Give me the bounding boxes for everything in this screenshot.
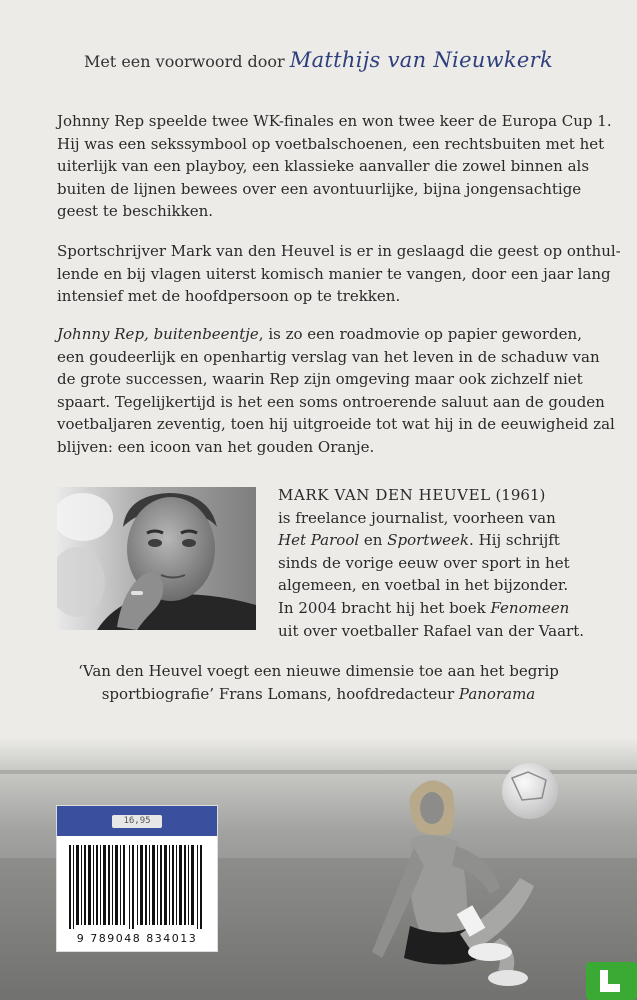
text-line: spaart. Tegelijkertijd is het een soms ontroerende saluut aan de gouden xyxy=(57,392,605,411)
text-line: is freelance journalist, voorheen van xyxy=(278,508,556,527)
text-line: uiterlijk van een playboy, een klassieke aanvaller die zowel binnen als xyxy=(57,157,590,175)
text-line xyxy=(278,597,598,620)
text-line: Hij was een sekssymbool op voetbalschoenen, een rechtsbuiten met het xyxy=(57,134,605,153)
publication-name: Sportweek xyxy=(387,531,470,550)
foreword-prefix: Met een voorwoord door xyxy=(83,52,285,71)
intro-paragraph xyxy=(57,110,612,223)
text-line: lende en bij vlagen uiterst komisch manier te vangen, door een jaar lang xyxy=(57,264,611,283)
text-line: uit over voetballer Rafael van der Vaart. xyxy=(278,621,585,640)
author-portrait-image xyxy=(57,487,256,630)
third-paragraph xyxy=(57,323,615,458)
text-line: de grote successen, waarin Rep zijn omgeving maar ook zichzelf niet xyxy=(57,370,583,388)
review-quote xyxy=(0,660,637,705)
publication-name: Het Parool xyxy=(278,531,360,550)
book-title-italic: Johnny Rep, buitenbeentje xyxy=(57,325,259,343)
book-title-italic: Fenomeen xyxy=(490,598,570,617)
text-line: geest te beschikken. xyxy=(57,202,214,220)
text-fragment: , is zo een roadmovie op papier geworden, xyxy=(258,325,582,343)
text-fragment: In 2004 bracht hij het boek xyxy=(278,598,491,617)
text-line xyxy=(278,529,598,552)
text-line: buiten de lijnen bewees over een avontuurlijke, bijna jongensachtige xyxy=(57,179,582,198)
text-line: Sportschrijver Mark van den Heuvel is er in geslaagd die geest op onthul- xyxy=(57,242,621,260)
publisher-logo-stamp xyxy=(580,958,637,1000)
foreword-author: Matthijs van Nieuwkerk xyxy=(289,48,554,72)
author-birth-year: (1961) xyxy=(490,486,546,504)
text-line xyxy=(57,323,589,346)
text-line: Johnny Rep speelde twee WK-finales en won twee keer de Europa Cup 1. xyxy=(57,112,612,130)
text-fragment: sportbiografie’ Frans Lomans, hoofdredacteur xyxy=(101,684,459,703)
author-name: MARK VAN DEN HEUVEL xyxy=(278,486,491,504)
text-line: ‘Van den Heuvel voegt een nieuwe dimensie toe aan het begrip xyxy=(78,662,559,680)
price-sticker: 16,95 xyxy=(112,815,162,828)
foreword-line xyxy=(0,48,637,72)
text-line: blijven: een icoon van het gouden Oranje. xyxy=(57,437,375,456)
isbn-number: 9 789048 834013 xyxy=(76,932,198,945)
author-bio xyxy=(278,484,598,642)
text-fragment: . Hij schrijft xyxy=(469,531,560,550)
barcode-bars xyxy=(69,845,205,929)
text-line xyxy=(278,484,598,507)
text-fragment: en xyxy=(359,531,388,550)
second-paragraph xyxy=(57,240,621,308)
author-photo xyxy=(57,487,256,630)
text-line xyxy=(0,683,637,706)
text-line: een goudeerlijk en openhartig verslag van het leven in de schaduw van xyxy=(57,347,600,366)
barcode-box xyxy=(57,806,217,951)
text-line: intensief met de hoofdpersoon op te trekken. xyxy=(57,287,401,305)
text-line: voetbaljaren zeventig, toen hij uitgroeide tot wat hij in de eeuwigheid zal xyxy=(57,415,615,433)
magazine-name: Panorama xyxy=(458,684,536,703)
text-line: algemeen, en voetbal in het bijzonder. xyxy=(278,576,569,595)
text-line: sinds de vorige eeuw over sport in het xyxy=(278,553,570,572)
